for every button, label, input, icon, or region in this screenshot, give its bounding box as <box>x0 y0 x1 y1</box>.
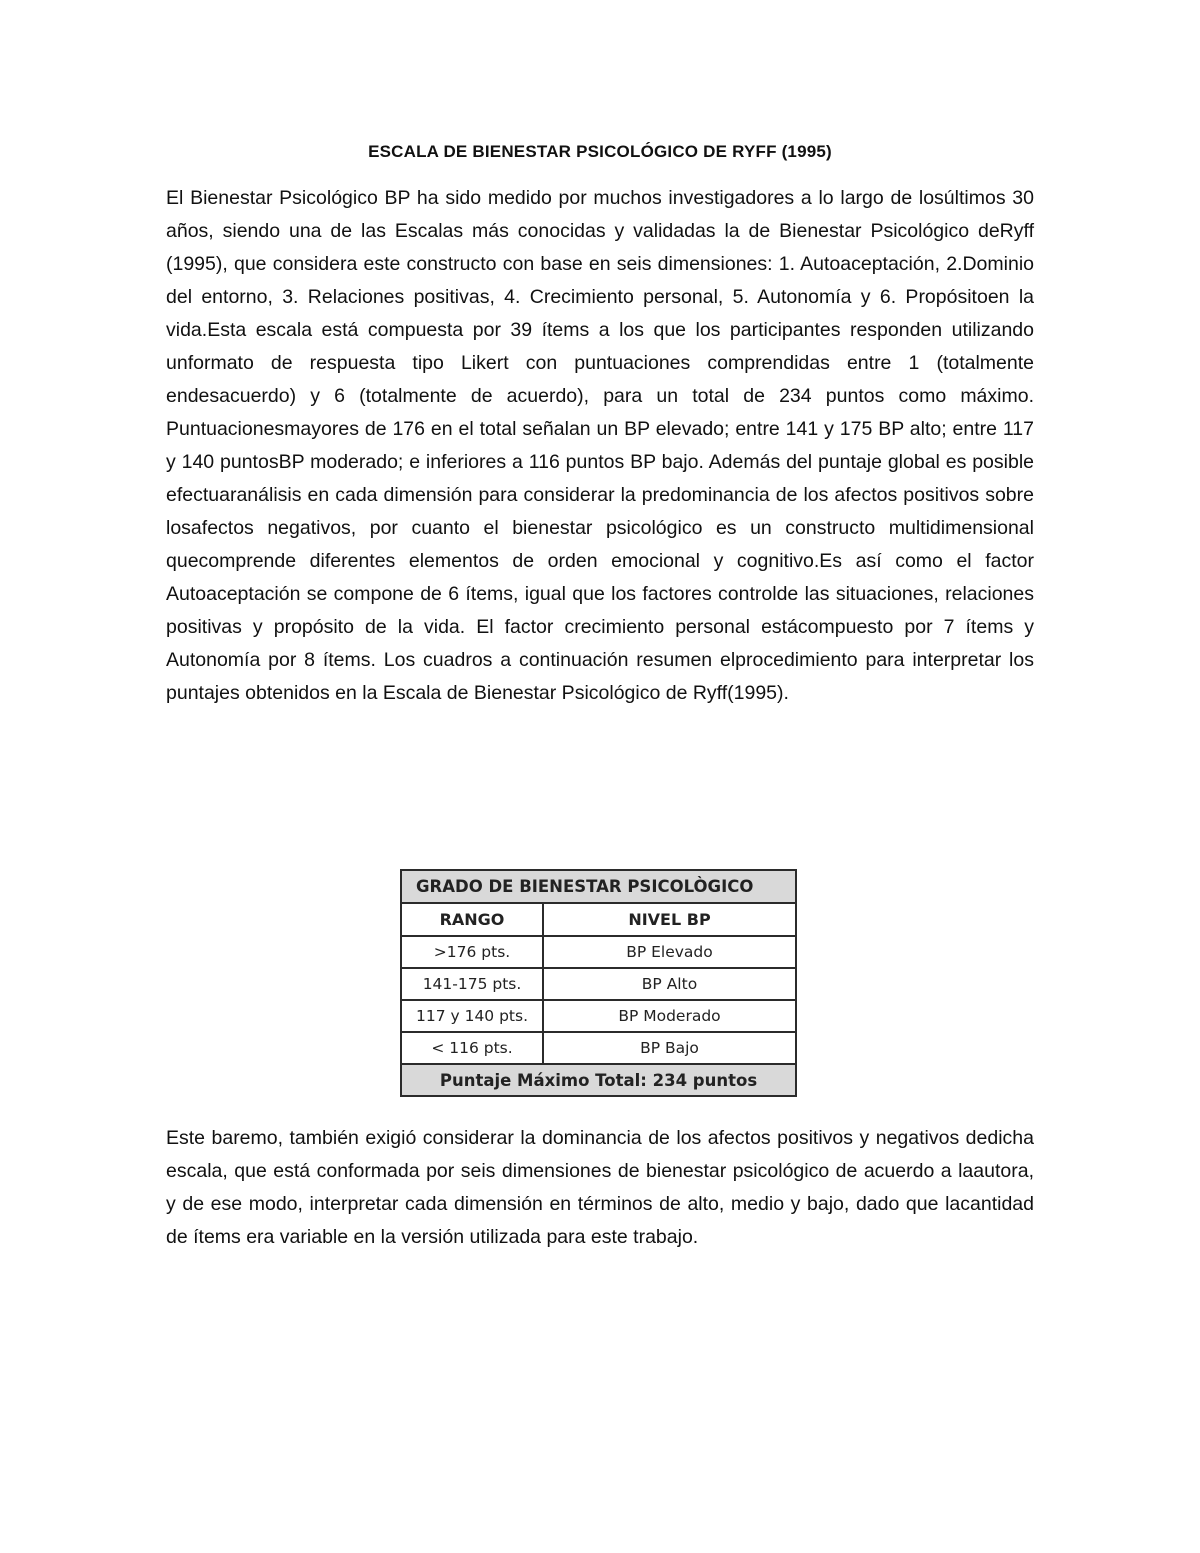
table-row <box>401 968 796 1000</box>
table-title-row <box>401 870 796 903</box>
document-title: ESCALA DE BIENESTAR PSICOLÓGICO DE RYFF (1995) <box>368 142 832 161</box>
grade-table <box>400 869 797 1097</box>
cell-nivel: BP Elevado <box>543 936 796 968</box>
table-footer: Puntaje Máximo Total: 234 puntos <box>401 1064 796 1096</box>
column-header-rango: RANGO <box>401 903 543 936</box>
column-header-nivel: NIVEL BP <box>543 903 796 936</box>
closing-paragraph: Este baremo, también exigió considerar la dominancia de los afectos positivos y negativos dedicha escala, que está conformada por seis dimensiones de bienestar psicológico de acuerdo a laautora, y de ese modo, interpretar cada dimensión en términos de alto, medio y bajo, dado que lacantidad de ítems era variable en la versión utilizada para este trabajo. <box>166 1127 1034 1248</box>
cell-nivel: BP Alto <box>543 968 796 1000</box>
table-row <box>401 1032 796 1064</box>
table-row <box>401 936 796 968</box>
table-header-row <box>401 903 796 936</box>
cell-rango: >176 pts. <box>401 936 543 968</box>
cell-rango: < 116 pts. <box>401 1032 543 1064</box>
cell-nivel: BP Moderado <box>543 1000 796 1032</box>
table-footer-row <box>401 1064 796 1096</box>
cell-rango: 141-175 pts. <box>401 968 543 1000</box>
cell-nivel: BP Bajo <box>543 1032 796 1064</box>
intro-paragraph: El Bienestar Psicológico BP ha sido medido por muchos investigadores a lo largo de losúltimos 30 años, siendo una de las Escalas más conocidas y validadas la de Bienestar Psicológico deRyff (1995), que considera este constructo con base en seis dimensiones: 1. Autoaceptación, 2.Dominio del entorno, 3. Relaciones positivas, 4. Crecimiento personal, 5. Autonomía y 6. Propósitoen la vida.Esta escala está compuesta por 39 ítems a los que los participantes responden utilizando unformato de respuesta tipo Likert con puntuaciones comprendidas entre 1 (totalmente endesacuerdo) y 6 (totalmente de acuerdo), para un total de 234 puntos como máximo. Puntuacionesmayores de 176 en el total señalan un BP elevado; entre 141 y 175 BP alto; entre 117 y 140 puntosBP moderado; e inferiores a 116 puntos BP bajo. Además del puntaje global es posible efectuaranálisis en cada dimensión para considerar la predominancia de los afectos positivos sobre losafectos negativos, por cuanto el bienestar psicológico es un constructo multidimensional quecomprende diferentes elementos de orden emocional y cognitivo.Es así como el factor Autoaceptación se compone de 6 ítems, igual que los factores controlde las situaciones, relaciones positivas y propósito de la vida. El factor crecimiento personal estácompuesto por 7 ítems y Autonomía por 8 ítems. Los cuadros a continuación resumen elprocedimiento para interpretar los puntajes obtenidos en la Escala de Bienestar Psicológico de Ryff(1995). <box>166 187 1034 704</box>
table-row <box>401 1000 796 1032</box>
cell-rango: 117 y 140 pts. <box>401 1000 543 1032</box>
table-title: GRADO DE BIENESTAR PSICOLÒGICO <box>401 870 796 903</box>
